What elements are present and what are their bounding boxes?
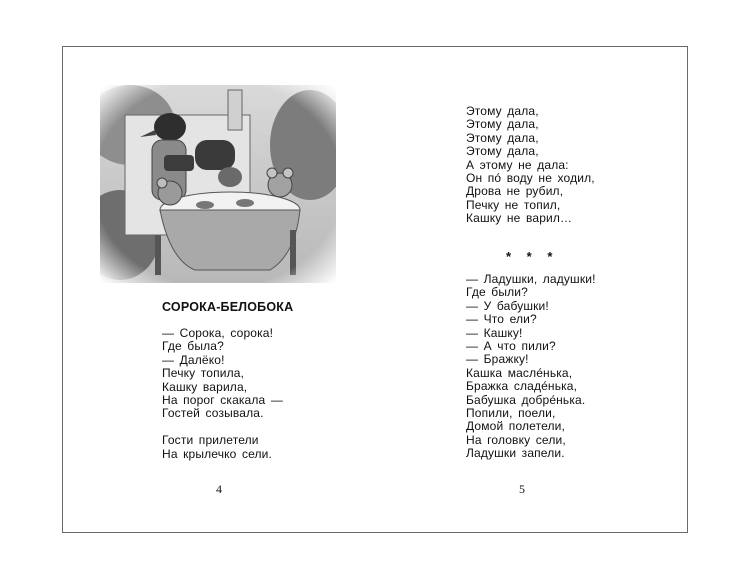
poem-line: Этому дала, [466,117,539,132]
poem-line: Печку топила, [162,366,245,381]
poem-line: Гости прилетели [162,433,259,448]
poem-line: Где были? [466,285,528,300]
poem-line: — А что пили? [466,339,556,354]
poem-line: — Что ели? [466,312,537,327]
poem-line: Печку не топил, [466,197,561,212]
poem-line: На крылечко сели. [162,446,273,461]
poem-line: — Далёко! [162,352,225,367]
poem-line [162,421,283,434]
poem-line: Гостей созывала. [162,406,264,421]
poem-line: Бражка сладе́нька, [466,379,578,394]
poem-line: Кашка масле́нька, [466,365,573,380]
poem-line: Этому дала, [466,130,539,145]
poem-line: Кашку не варил… [466,211,573,226]
poem-line: Ладушки запели. [466,446,565,461]
poem-line: Дрова не рубил, [466,184,564,199]
section-separator: * * * [506,249,559,264]
left-poem [162,327,283,461]
poem-line: — У бабушки! [466,298,549,313]
page-number-left: 4 [216,482,222,496]
poem-line: А этому не дала: [466,157,569,172]
right-poem-top [466,105,595,226]
poem-title: СОРОКА-БЕЛОБОКА [162,300,294,314]
poem-line: — Ладушки, ладушки! [466,272,596,286]
poem-line: Он по́ воду не ходил, [466,171,595,186]
poem-line: Бабушка добре́нька. [466,392,586,407]
poem-line: На головку сели, [466,432,566,447]
poem-line: Этому дала, [466,104,539,118]
poem-line: Попили, поели, [466,406,556,421]
poem-line: На порог скакала — [162,393,283,408]
poem-line: Этому дала, [466,144,539,159]
page-number-right: 5 [519,482,525,496]
poem-line: Где была? [162,339,224,354]
poem-line: — Бражку! [466,352,529,367]
right-poem-bottom [466,273,596,461]
book-illustration [100,85,336,283]
poem-line: Кашку варила, [162,379,248,394]
poem-line: — Сорока, сорока! [162,326,274,340]
poem-line: — Кашку! [466,325,523,340]
poem-line: Домой полетели, [466,419,566,434]
